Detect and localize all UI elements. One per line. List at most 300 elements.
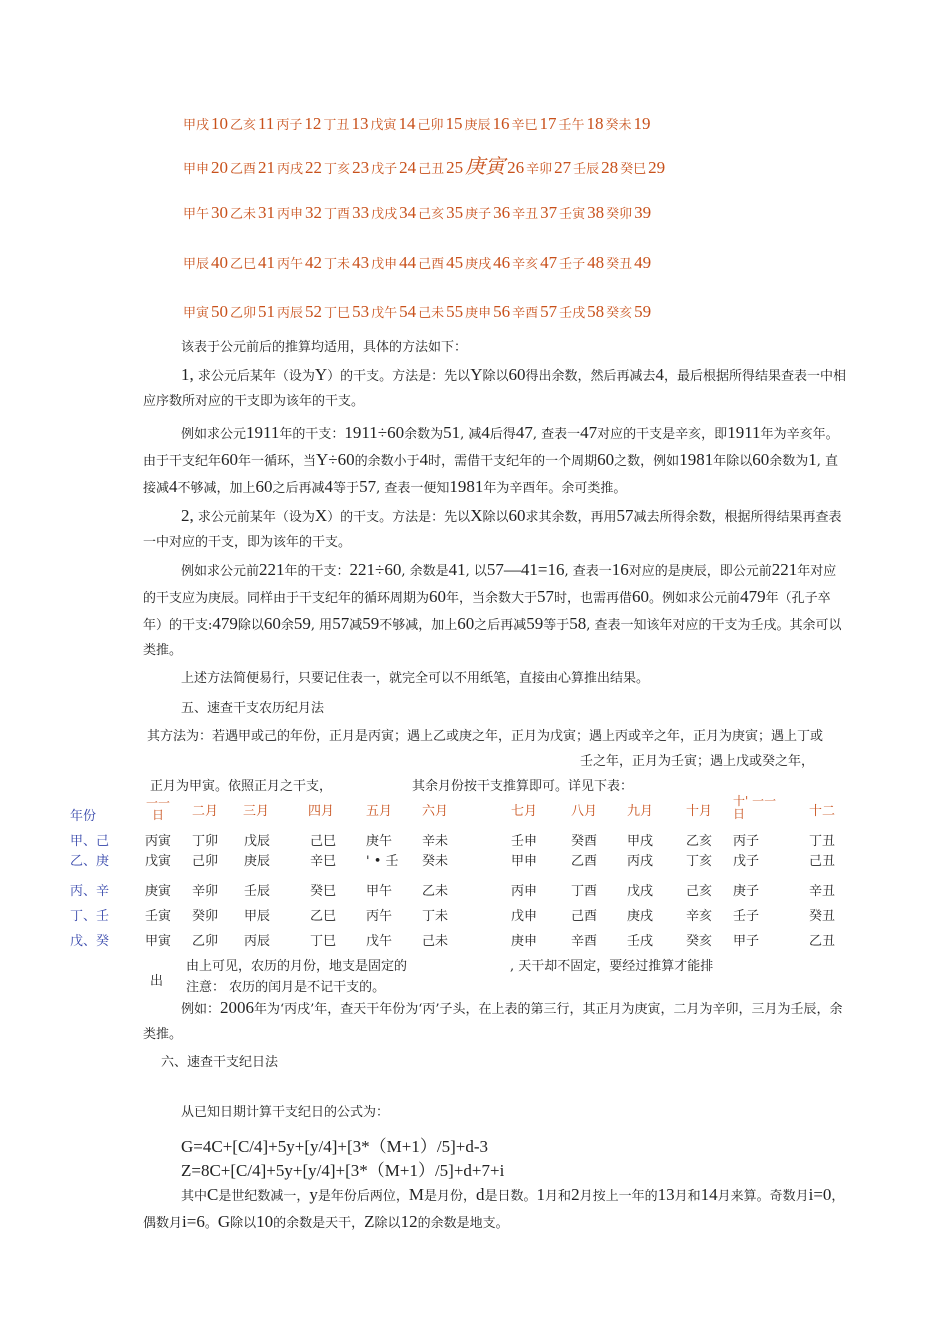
ganzhi-name: 戊寅 [370,118,397,133]
ganzhi-number: 51 [258,302,276,321]
month-ganzhi-cell: 己丑 [809,854,836,869]
month-ganzhi-cell: 丁未 [422,909,449,924]
inline-text: 例如求公元前 [181,564,260,579]
ganzhi-name: 庚寅 [465,156,506,178]
inline-number: 47 [515,423,533,442]
inline-text: 余 [280,618,294,633]
inline-number: 1, [181,365,194,384]
inline-text: 之后再减 [474,618,527,633]
month-ganzhi-cell: 辛丑 [809,884,836,899]
ganzhi-name: 庚辰 [464,118,491,133]
month-header: 十月 [686,804,713,819]
inline-number: 16 [611,560,629,579]
inline-text: 其中 [181,1189,208,1204]
year-stem-label: 丙、辛 [70,884,110,899]
ganzhi-name: 辛卯 [526,162,553,177]
inline-number: i=0 [808,1185,832,1204]
inline-number: Y [470,365,483,384]
month-method-line-1: 其方法为：若遇甲或己的年份，正月是丙寅；遇上乙或庚之年，正月为戊寅；遇上丙或辛之年，正月为庚寅；遇上丁或 [147,729,824,744]
inline-text: 月和 [545,1189,572,1204]
inline-number: Y÷60 [316,450,355,469]
ganzhi-number: 17 [539,114,557,133]
inline-text: 年除以 [713,454,753,469]
ganzhi-number: 40 [211,253,229,272]
month-ganzhi-cell: 己未 [422,934,449,949]
inline-text: 得出余数，然后再减去 [525,369,656,384]
inline-text: , 查表一 [564,564,612,579]
ganzhi-number: 15 [445,114,463,133]
inline-text: 对应的是庚辰，即公元前 [628,564,772,579]
month-method-line-3: 正月为甲寅。依照正月之干支， [150,779,333,794]
month-ganzhi-cell: 己巳 [310,834,337,849]
inline-number: 1 [808,450,817,469]
inline-text: , 减 [460,427,482,442]
month-ganzhi-cell: 庚戌 [627,909,654,924]
inline-text: 。例如求公元前 [649,591,741,606]
month-header: 二月 [192,804,219,819]
inline-number: 60 [508,365,526,384]
inline-number: 1911÷60 [344,423,405,442]
ganzhi-name: 辛酉 [512,306,539,321]
month-header: 一一日 [145,796,170,822]
month-ganzhi-cell: 壬戌 [627,934,654,949]
inline-number: 41 [448,560,466,579]
month-ganzhi-cell: 甲子 [733,934,760,949]
month-ganzhi-cell: 戊申 [511,909,538,924]
month-ganzhi-cell: 甲戌 [627,834,654,849]
month-ganzhi-cell: 丁亥 [686,854,713,869]
ganzhi-name: 丁未 [324,257,351,272]
ganzhi-name: 甲辰 [183,257,210,272]
ganzhi-number: 10 [211,114,229,133]
month-ganzhi-cell: 庚寅 [145,884,172,899]
month-ganzhi-cell: 戊午 [366,934,393,949]
month-ganzhi-cell: 丁卯 [192,834,219,849]
year-stem-label: 乙、庚 [70,854,110,869]
ganzhi-number: 56 [493,302,511,321]
ganzhi-name: 戊子 [371,162,398,177]
inline-text: 年的干支： [279,427,345,442]
inline-text: , 查表一知该年对应的干支为壬戌。其余可以类推。 [143,618,842,658]
ganzhi-number: 48 [587,253,605,272]
ganzhi-name: 乙未 [230,207,257,222]
inline-number: 60 [457,614,475,633]
ganzhi-name: 丙辰 [277,306,304,321]
inline-text: 的余数小于 [354,454,420,469]
ganzhi-name: 甲寅 [183,306,210,321]
inline-number: M [408,1185,425,1204]
ganzhi-name: 乙卯 [230,306,257,321]
inline-number: 221÷60 [349,560,402,579]
inline-number: 57 [332,614,350,633]
month-ganzhi-cell: 癸酉 [571,834,598,849]
month-ganzhi-cell: 辛亥 [686,909,713,924]
ganzhi-number: 42 [305,253,323,272]
ganzhi-name: 甲午 [183,207,210,222]
inline-number: 60 [632,587,650,606]
inline-number: 4 [324,477,334,496]
inline-number: 47 [580,423,598,442]
ganzhi-number: 49 [634,253,652,272]
inline-number: 60 [263,614,281,633]
inline-text: 年，当余数大于 [446,591,538,606]
inline-text: 不够减，加上 [379,618,458,633]
month-ganzhi-cell: ' • 壬 [366,854,399,869]
month-ganzhi-cell: 戊子 [733,854,760,869]
inline-text: ，偶数月 [143,1189,845,1231]
inline-number: 1911 [727,423,761,442]
example-one-paragraph [143,420,848,501]
month-ganzhi-cell: 戊辰 [244,834,271,849]
ganzhi-name: 丙申 [277,207,304,222]
inline-text: 除以 [230,1216,257,1231]
inline-number: 4 [169,477,178,496]
ganzhi-name: 己丑 [418,162,445,177]
ganzhi-number: 21 [258,158,276,177]
inline-number: 60 [597,450,615,469]
ganzhi-name: 己酉 [418,257,445,272]
ganzhi-name: 辛巳 [511,118,538,133]
inline-number: G [217,1212,231,1231]
inline-number: 1 [536,1185,546,1204]
ganzhi-name: 戊午 [371,306,398,321]
ganzhi-number: 34 [399,203,417,222]
ganzhi-number: 53 [352,302,370,321]
month-ganzhi-cell: 丁丑 [809,834,836,849]
inline-text: 。 [204,1216,218,1231]
month-header: 六月 [422,804,449,819]
inline-number: 4 [419,450,429,469]
ganzhi-number: 12 [304,114,322,133]
ganzhi-number: 13 [351,114,369,133]
ganzhi-number: 37 [540,203,558,222]
inline-text: 余数为 [404,427,444,442]
ganzhi-name: 庚戌 [465,257,492,272]
month-ganzhi-cell: 乙未 [422,884,449,899]
ganzhi-number: 30 [211,203,229,222]
inline-number: 1911 [246,423,280,442]
ganzhi-number: 28 [601,158,619,177]
example-two-paragraph [143,557,848,663]
month-ganzhi-cell: 庚子 [733,884,760,899]
ganzhi-row [183,302,653,322]
inline-number: 59 [526,614,544,633]
inline-number: 58 [569,614,587,633]
inline-text: 后得 [489,427,516,442]
inline-number: 479 [740,587,766,606]
month-ganzhi-cell: 丙申 [511,884,538,899]
ganzhi-name: 癸未 [605,118,632,133]
inline-text: 年为辛亥年。由于干支纪年 [143,427,839,469]
inline-text: 月和 [674,1189,701,1204]
inline-text: 等于 [543,618,570,633]
month-ganzhi-cell: 丙寅 [145,834,172,849]
formula-g: G=4C+[C/4]+5y+[y/4]+[3*（M+1）/5]+d-3 [181,1137,488,1156]
ganzhi-name: 辛丑 [512,207,539,222]
inline-number: 57—41=16 [486,560,565,579]
ganzhi-name: 癸卯 [606,207,633,222]
formula-z: Z=8C+[C/4]+5y+[y/4]+[3*（M+1）/5]+d+7+i [181,1161,505,1180]
ganzhi-name: 甲申 [183,162,210,177]
inline-number: 221 [259,560,285,579]
month-method-line-4: 其余月份按干支推算即可。详见下表： [412,779,634,794]
ganzhi-name: 壬辰 [573,162,600,177]
ganzhi-row [183,150,667,179]
inline-text: 求公元前某年（设为 [193,510,315,525]
inline-text: 求公元后某年（设为 [193,369,315,384]
inline-text: ）的干支。方法是：先以 [327,369,471,384]
ganzhi-row [183,114,653,134]
ganzhi-name: 己卯 [417,118,444,133]
note-line-2: 注意： 农历的闰月是不记干支的。 [186,980,386,995]
inline-number: y [309,1185,318,1204]
ganzhi-name: 癸巳 [620,162,647,177]
inline-text: 月来算。奇数月 [717,1189,809,1204]
inline-text: 年的干支： [284,564,350,579]
ganzhi-name: 戊申 [371,257,398,272]
ganzhi-name: 壬戌 [559,306,586,321]
inline-text: , 以 [465,564,487,579]
inline-text: 是日数。 [484,1189,537,1204]
inline-text: 年对应的干支应为庚辰。同样由于干支纪年的循环周期为 [143,564,837,606]
month-ganzhi-cell: 癸未 [422,854,449,869]
ganzhi-number: 27 [554,158,572,177]
inline-text: 年（孔子卒年）的干支: [143,591,831,633]
inline-number: 60 [508,506,526,525]
month-ganzhi-cell: 丙辰 [244,934,271,949]
ganzhi-number: 44 [399,253,417,272]
inline-text: 之数，例如 [614,454,680,469]
month-ganzhi-cell: 乙巳 [310,909,337,924]
inline-text: 等于 [333,481,360,496]
inline-text: 例如： [181,1002,221,1017]
ganzhi-number: 19 [633,114,651,133]
ganzhi-name: 甲戌 [183,118,210,133]
ganzhi-name: 丙午 [277,257,304,272]
inline-text: 月按上一年的 [579,1189,658,1204]
month-ganzhi-cell: 辛酉 [571,934,598,949]
ganzhi-name: 庚子 [465,207,492,222]
month-ganzhi-cell: 甲辰 [244,909,271,924]
section-six-heading: 六、速查干支纪日法 [161,1055,279,1070]
ganzhi-name: 癸丑 [606,257,633,272]
inline-number: 13 [657,1185,675,1204]
month-ganzhi-cell: 丁酉 [571,884,598,899]
inline-number: i=6 [182,1212,205,1231]
ganzhi-name: 丁丑 [323,118,350,133]
inline-text: 减 [349,618,363,633]
inline-text: 除以 [482,510,509,525]
inline-text: , 查表一 [532,427,581,442]
inline-text: 的余数是地支。 [417,1216,509,1231]
inline-text: ）的干支。方法是：先以 [327,510,471,525]
ganzhi-number: 24 [399,158,417,177]
section-five-heading: 五、速查干支农历纪月法 [181,701,325,716]
ganzhi-number: 26 [507,158,525,177]
ganzhi-name: 丙戌 [277,162,304,177]
inline-number: X [470,506,483,525]
ganzhi-name: 己亥 [418,207,445,222]
method-two-paragraph [143,503,848,555]
month-ganzhi-cell: 壬辰 [244,884,271,899]
month-ganzhi-cell: 甲寅 [145,934,172,949]
month-ganzhi-cell: 庚申 [511,934,538,949]
ganzhi-number: 57 [540,302,558,321]
month-ganzhi-cell: 壬子 [733,909,760,924]
inline-text: 之后再减 [272,481,325,496]
ganzhi-number: 14 [398,114,416,133]
inline-text: 年一循环，当 [238,454,317,469]
ganzhi-name: 己未 [418,306,445,321]
ganzhi-number: 47 [540,253,558,272]
inline-number: 60 [752,450,770,469]
inline-number: 60 [255,477,273,496]
ganzhi-number: 58 [587,302,605,321]
inline-number: 60 [429,587,447,606]
inline-number: C [207,1185,219,1204]
ganzhi-name: 乙巳 [230,257,257,272]
ganzhi-name: 庚申 [465,306,492,321]
inline-text: , 余数是 [401,564,449,579]
ganzhi-number: 32 [305,203,323,222]
month-ganzhi-cell: 壬寅 [145,909,172,924]
ganzhi-number: 29 [648,158,666,177]
month-header: 九月 [627,804,654,819]
month-header: 七月 [511,804,538,819]
ganzhi-number: 38 [587,203,605,222]
month-ganzhi-cell: 丙戌 [627,854,654,869]
inline-text: , 查表一便知 [376,481,450,496]
ganzhi-number: 18 [586,114,604,133]
ganzhi-row [183,203,653,223]
inline-number: d [476,1185,485,1204]
inline-text: 是世纪数减一， [218,1189,310,1204]
month-ganzhi-cell: 甲午 [366,884,393,899]
note-line-1c: 出 [150,974,164,989]
month-ganzhi-cell: 己亥 [686,884,713,899]
ganzhi-row [183,253,653,273]
year-stem-label: 戊、癸 [70,934,110,949]
ganzhi-name: 癸亥 [606,306,633,321]
ganzhi-name: 乙亥 [230,118,257,133]
inline-text: , 用 [310,618,333,633]
inline-text: 是月份， [424,1189,477,1204]
ganzhi-number: 36 [493,203,511,222]
inline-number: 2, [181,506,194,525]
ganzhi-number: 46 [493,253,511,272]
inline-number: X [314,506,328,525]
ganzhi-name: 辛亥 [512,257,539,272]
month-ganzhi-cell: 乙卯 [192,934,219,949]
ganzhi-name: 壬午 [558,118,585,133]
month-header: 五月 [366,804,393,819]
month-ganzhi-cell: 庚辰 [244,854,271,869]
month-header: 三月 [243,804,270,819]
ganzhi-number: 33 [352,203,370,222]
inline-text: ，最后根据所得结果查表一中相应序数所对应的干支即为该年的干支。 [143,369,847,409]
month-ganzhi-cell: 己卯 [192,854,219,869]
note-line-1a: 由上可见，农历的月份，地支是固定的 [186,959,408,974]
month-ganzhi-cell: 癸丑 [809,909,836,924]
inline-number: 57 [359,477,377,496]
ganzhi-number: 23 [352,158,370,177]
ganzhi-name: 丁酉 [324,207,351,222]
inline-number: 59 [362,614,380,633]
month-ganzhi-cell: 癸亥 [686,934,713,949]
month-ganzhi-cell: 辛未 [422,834,449,849]
ganzhi-number: 16 [492,114,510,133]
inline-number: Z [364,1212,375,1231]
inline-text: , 直接减 [143,454,838,496]
month-method-line-2: 壬之年，正月为壬寅；遇上戊或癸之年， [580,754,815,769]
ganzhi-name: 丙子 [276,118,303,133]
inline-number: 4 [481,423,490,442]
ganzhi-number: 55 [446,302,464,321]
inline-number: 60 [221,450,239,469]
month-ganzhi-cell: 辛巳 [310,854,337,869]
inline-number: 1981 [449,477,484,496]
inline-number: 10 [256,1212,274,1231]
ganzhi-number: 54 [399,302,417,321]
inline-text: 余数为 [769,454,809,469]
month-ganzhi-cell: 癸巳 [310,884,337,899]
month-ganzhi-cell: 乙酉 [571,854,598,869]
inline-number: 57 [537,587,555,606]
inline-text: 对应的干支是辛亥，即 [597,427,728,442]
inline-number: 14 [700,1185,718,1204]
summary-text: 上述方法简便易行，只要记住表一，就完全可以不用纸笔，直接由心算推出结果。 [181,671,650,686]
ganzhi-name: 戊戌 [371,207,398,222]
ganzhi-number: 22 [305,158,323,177]
month-ganzhi-cell: 丁巳 [310,934,337,949]
month-ganzhi-cell: 丙子 [733,834,760,849]
month-ganzhi-cell: 戊戌 [627,884,654,899]
ganzhi-number: 52 [305,302,323,321]
month-header: 四月 [308,804,335,819]
ganzhi-name: 壬子 [559,257,586,272]
inline-number: Y [314,365,328,384]
inline-text: 时，需借干支纪年的一个周期 [428,454,598,469]
month-header: 八月 [571,804,598,819]
year-stem-label: 丁、壬 [70,909,110,924]
inline-text: 是年份后两位， [317,1189,409,1204]
ganzhi-name: 乙酉 [230,162,257,177]
month-ganzhi-cell: 癸卯 [192,909,219,924]
inline-text: 时，也需再借 [554,591,633,606]
year-stem-label: 甲、己 [70,834,110,849]
ganzhi-name: 丁亥 [324,162,351,177]
month-ganzhi-cell: 乙丑 [809,934,836,949]
month-ganzhi-cell: 己酉 [571,909,598,924]
month-ganzhi-cell: 壬申 [511,834,538,849]
month-header: 十' 一一日 [733,794,777,821]
inline-text: 不够减，加上 [177,481,256,496]
formula-intro: 从已知日期计算干支纪日的公式为： [181,1105,390,1120]
ganzhi-number: 20 [211,158,229,177]
variables-paragraph [143,1182,848,1236]
ganzhi-number: 43 [352,253,370,272]
month-ganzhi-cell: 庚午 [366,834,393,849]
inline-number: 2 [571,1185,580,1204]
ganzhi-name: 丁巳 [324,306,351,321]
inline-text: 例如求公元 [181,427,247,442]
month-ganzhi-cell: 乙亥 [686,834,713,849]
inline-number: 4 [655,365,664,384]
inline-number: 12 [400,1212,418,1231]
inline-number: 57 [616,506,634,525]
inline-number: 1981 [679,450,714,469]
ganzhi-number: 50 [211,302,229,321]
